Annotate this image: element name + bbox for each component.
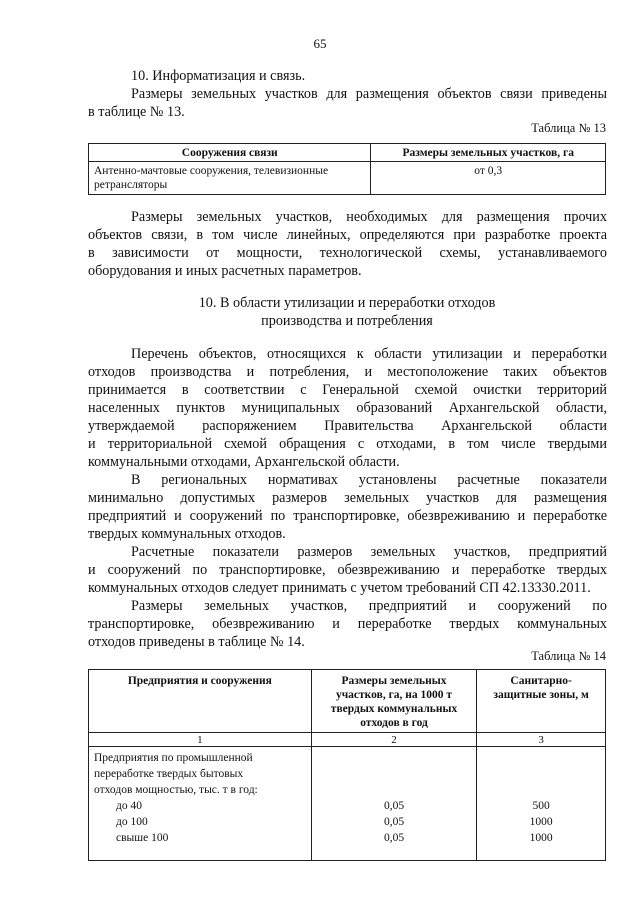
table-header-cell: Размеры земельных участков, га <box>371 144 606 162</box>
intro-text-line: в таблице № 13. <box>88 104 185 120</box>
table-header-cell: Предприятия и сооружения <box>89 670 312 733</box>
paragraph-line: коммунальных отходов следует принимать с учетом требований СП 42.13330.2011. <box>88 580 591 596</box>
paragraph-line: Размеры земельных участков, необходимых для размещения прочих <box>131 209 607 225</box>
area-value: 0,05 <box>383 832 405 844</box>
zone-value: 1000 <box>529 816 553 828</box>
cell-text-line: ретрансляторы <box>94 179 168 191</box>
table-row <box>89 162 606 195</box>
column-number: 2 <box>311 733 477 747</box>
table-header-row <box>89 144 606 162</box>
table-header-row <box>89 670 606 733</box>
zone-value: 500 <box>532 800 550 812</box>
paragraph-line: в зависимости от мощности, технологической схемы, устанавливаемого <box>88 245 607 261</box>
page-number: 65 <box>313 36 327 51</box>
table-14-caption: Таблица № 14 <box>531 649 606 663</box>
paragraph-line: транспортировке, обезвреживанию и переработке твердых коммунальных <box>88 616 607 632</box>
area-value: 0,05 <box>383 800 405 812</box>
paragraph-line: Расчетные показатели размеров земельных участков, предприятий <box>131 544 607 560</box>
row-label: свыше 100 <box>116 832 169 844</box>
group-label-line: Предприятия по промышленной <box>94 752 253 764</box>
table-14 <box>88 669 606 861</box>
paragraph-line: принимается в соответствии с Генеральной схемой очистки территорий <box>88 382 607 398</box>
paragraph-line: населенных пунктов муниципальных образований Архангельской области, <box>88 400 607 416</box>
area-column <box>311 747 477 861</box>
header-text-line: отходов в год <box>360 717 428 729</box>
paragraph-line: твердых коммунальных отходов. <box>88 526 286 542</box>
table-header-cell <box>477 670 606 733</box>
row-label: до 40 <box>116 800 142 812</box>
table-13 <box>88 143 606 195</box>
header-text-line: Размеры земельных <box>341 675 447 687</box>
header-text-line: защитные зоны, м <box>493 689 589 701</box>
cell-text-line: Антенно-мачтовые сооружения, телевизионные <box>94 165 329 177</box>
column-number: 1 <box>89 733 312 747</box>
paragraph-line: утверждаемой распоряжением Правительства Архангельской области <box>88 418 607 434</box>
paragraph-line: Перечень объектов, относящихся к области утилизации и переработки <box>131 346 607 362</box>
row-label: до 100 <box>116 816 148 828</box>
zone-column <box>477 747 606 861</box>
section-title: производства и потребления <box>261 313 433 329</box>
group-label-line: переработке твердых бытовых <box>94 768 244 780</box>
section-heading: 10. Информатизация и связь. <box>131 68 306 84</box>
paragraph-line: оборудования и иных расчетных параметров. <box>88 263 362 279</box>
area-value: 0,05 <box>383 816 405 828</box>
paragraph-line: и территориальной схемой обращения с отходами, в том числе твердыми <box>88 436 607 452</box>
table-header-cell <box>311 670 477 733</box>
paragraph-line: предприятий и сооружений по транспортировке, обезвреживанию и переработке <box>88 508 607 524</box>
paragraph-line: коммунальными отходами, Архангельской области. <box>88 454 400 470</box>
paragraph-line: Размеры земельных участков, предприятий и сооружений по <box>131 598 607 614</box>
table-cell-size: от 0,3 <box>371 162 606 195</box>
header-text-line: твердых коммунальных <box>330 703 458 715</box>
paragraph-line: В региональных нормативах установлены расчетные показатели <box>131 472 607 488</box>
paragraph-line: отходов производства и потребления, и местоположение таких объектов <box>88 364 607 380</box>
header-text-line: участков, га, на 1000 т <box>335 689 453 701</box>
group-label-line: отходов мощностью, тыс. т в год: <box>94 784 258 796</box>
zone-value: 1000 <box>529 832 553 844</box>
column-number-row <box>89 733 606 747</box>
paragraph-line: отходов приведены в таблице № 14. <box>88 634 305 650</box>
paragraph-line: и сооружений по транспортировке, обезвреживанию и переработке твердых <box>88 562 607 578</box>
header-text-line: Санитарно- <box>510 675 572 687</box>
column-number: 3 <box>477 733 606 747</box>
table-body-row <box>89 747 606 861</box>
paragraph-line: объектов связи, в том числе линейных, определяются при разработке проекта <box>88 227 607 243</box>
table-13-caption: Таблица № 13 <box>531 121 606 135</box>
paragraph-line: минимально допустимых размеров земельных участков для размещения <box>88 490 607 506</box>
section-title: 10. В области утилизации и переработки отходов <box>198 295 496 311</box>
table-cell-name <box>89 162 371 195</box>
enterprise-column <box>89 747 312 861</box>
intro-text-line: Размеры земельных участков для размещения объектов связи приведены <box>131 86 607 102</box>
table-header-cell: Сооружения связи <box>89 144 371 162</box>
